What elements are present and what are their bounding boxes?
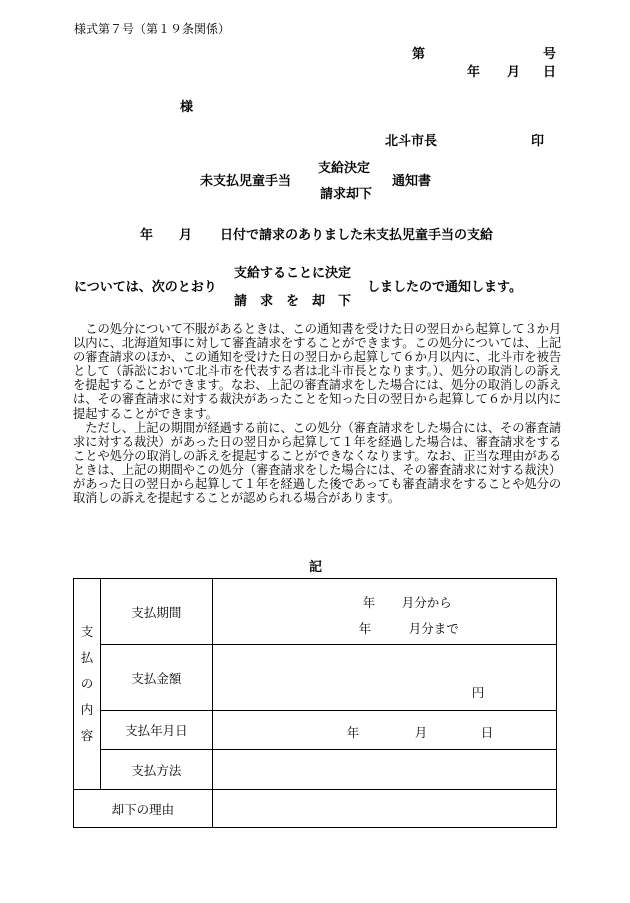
issue-date-day: 日 — [543, 65, 557, 80]
sender-title: 北斗市長 — [385, 134, 438, 149]
payment-date-label: 支払年月日 — [100, 711, 212, 750]
seal-mark: 印 — [531, 134, 545, 149]
lead-option-approve: 支給することに決定 — [234, 266, 352, 281]
ki-heading: 記 — [309, 560, 323, 575]
lead-month: 月 — [179, 228, 193, 243]
document-number-prefix: 第 — [412, 47, 426, 62]
payment-method-value[interactable] — [212, 750, 556, 790]
appeal-paragraph: この処分について不服があるときは、この通知書を受けた日の翌日から起算して３か月以内に、北海道知事に対して審査請求をすることができます。この処分については、上記の審査請求のほか、この通知を受けた日の翌日から起算して６か月以内に、北斗市を被告として（訴訟において北斗市を代表する者は北斗市長となります。）、処分の取消しの訴えを提起することができます。なお、上記の審査請求をした場合には、処分の取消しの訴えは、その審査請求に対する裁決があったことを知った日の翌日から起算して６か月以内に提起することができます。 — [73, 322, 561, 421]
period-from-month: 月分から — [401, 595, 452, 610]
title-option-reject: 請求却下 — [320, 187, 373, 202]
form-number: 様式第７号（第１９条関係） — [74, 22, 231, 36]
recipient-honorific: 様 — [180, 100, 194, 115]
lead-option-reject: 請 求 を 却 下 — [234, 294, 352, 309]
rejection-reason-label: 却下の理由 — [74, 790, 213, 828]
payment-date-year: 年 — [346, 725, 360, 740]
notice-body — [73, 322, 561, 505]
payment-period-value[interactable] — [212, 579, 556, 645]
period-to-month: 月分まで — [408, 621, 459, 636]
payment-date-month: 月 — [414, 725, 428, 740]
payment-date-day: 日 — [480, 725, 494, 740]
lead-prefix: については、次のとおり — [74, 280, 217, 295]
title-option-approve: 支給決定 — [318, 161, 371, 176]
payment-amount-value[interactable] — [212, 645, 556, 711]
title-right: 通知書 — [392, 174, 432, 189]
payment-content-group-label: 支 払 の 内 容 — [74, 579, 101, 790]
amount-unit: 円 — [471, 685, 485, 700]
document-number-suffix: 号 — [543, 47, 557, 62]
payment-date-value[interactable] — [212, 711, 556, 750]
lead-suffix: しましたので通知します。 — [367, 280, 522, 295]
period-from-year: 年 — [362, 595, 376, 610]
payment-amount-label: 支払金額 — [100, 645, 212, 711]
title-left: 未支払児童手当 — [200, 174, 292, 189]
limitation-paragraph: ただし、上記の期間が経過する前に、この処分（審査請求をした場合には、その審査請求に対する裁決）があった日の翌日から起算して１年を経過した場合は、審査請求をすることや処分の取消しの訴えを提起することができなくなります。なお、正当な理由があるときは、上記の期間やこの処分（審査請求をした場合には、その審査請求に対する裁決）があった日の翌日から起算して１年を経過した後であっても審査請求をすることや処分の取消しの訴えを提起することが認められる場合があります。 — [73, 420, 561, 506]
period-to-year: 年 — [358, 621, 372, 636]
lead-year: 年 — [140, 228, 154, 243]
payment-details-table — [73, 578, 557, 828]
issue-date-month: 月 — [507, 65, 521, 80]
rejection-reason-value[interactable] — [212, 790, 556, 828]
payment-method-label: 支払方法 — [100, 750, 212, 790]
issue-date-year: 年 — [467, 65, 481, 80]
payment-period-label: 支払期間 — [100, 579, 212, 645]
lead-rest: 日付で請求のありました未支払児童手当の支給 — [220, 228, 494, 243]
